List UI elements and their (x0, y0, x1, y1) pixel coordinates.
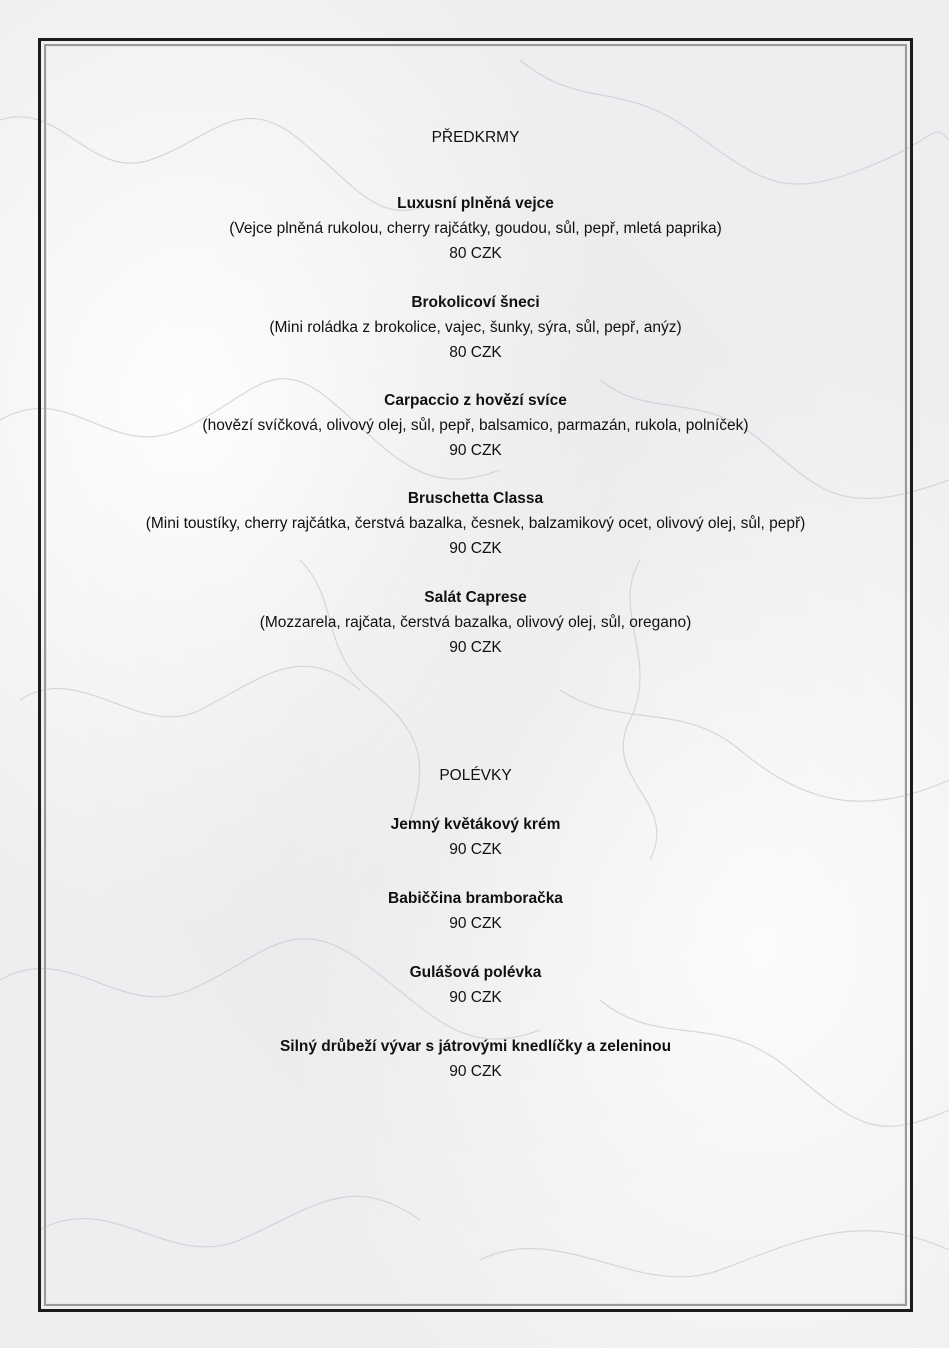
section-title-polevky: POLÉVKY (439, 767, 512, 784)
menu-item (44, 812, 907, 862)
menu-item (44, 290, 907, 365)
item-name: Babiččina bramboračka (388, 890, 563, 907)
menu-item (44, 191, 907, 266)
item-price: 90 CZK (449, 639, 502, 656)
item-name: Jemný květákový krém (390, 816, 561, 833)
item-price: 90 CZK (449, 1063, 502, 1080)
item-name: Carpaccio z hovězí svíce (384, 392, 567, 409)
menu-item (44, 1034, 907, 1084)
menu-item (44, 388, 907, 463)
item-description: (Mini roládka z brokolice, vajec, šunky, sýra, sůl, pepř, anýz) (269, 319, 682, 336)
item-price: 90 CZK (449, 841, 502, 858)
item-name: Brokolicoví šneci (411, 294, 540, 311)
item-description: (Mini toustíky, cherry rajčátka, čerstvá bazalka, česnek, balzamikový ocet, olivový olej, sůl, pepř) (145, 515, 806, 532)
item-name: Salát Caprese (424, 589, 527, 606)
item-price: 90 CZK (449, 540, 502, 557)
item-name: Gulášová polévka (409, 964, 542, 981)
menu-item (44, 960, 907, 1010)
item-price: 80 CZK (449, 344, 502, 361)
item-price: 90 CZK (449, 989, 502, 1006)
menu-item (44, 886, 907, 936)
item-price: 90 CZK (449, 915, 502, 932)
item-description: (Vejce plněná rukolou, cherry rajčátky, goudou, sůl, pepř, mletá paprika) (229, 220, 722, 237)
item-name: Silný drůbeží vývar s játrovými knedlíčky a zeleninou (279, 1038, 672, 1055)
menu-item (44, 585, 907, 660)
menu-item (44, 486, 907, 561)
item-description: (Mozzarela, rajčata, čerstvá bazalka, olivový olej, sůl, oregano) (259, 614, 692, 631)
item-price: 90 CZK (449, 442, 502, 459)
item-name: Bruschetta Classa (407, 490, 544, 507)
item-name: Luxusní plněná vejce (397, 195, 554, 212)
item-description: (hovězí svíčková, olivový olej, sůl, pepř, balsamico, parmazán, rukola, polníček) (202, 417, 749, 434)
section-title-predkrmy: PŘEDKRMY (431, 129, 520, 146)
item-price: 80 CZK (449, 245, 502, 262)
